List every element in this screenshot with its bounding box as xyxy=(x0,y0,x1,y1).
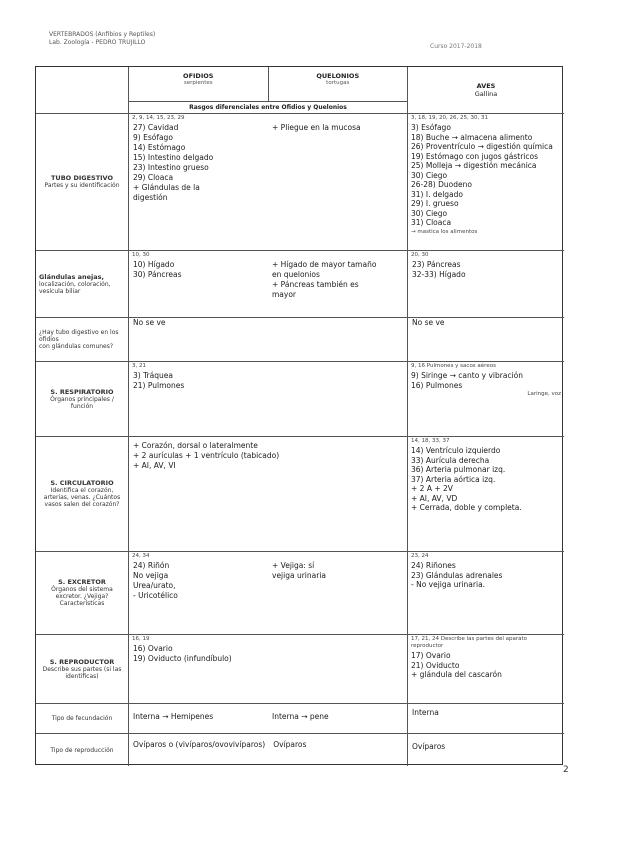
header-line-2: Lab. Zoología - PEDRO TRUJILLO xyxy=(49,39,146,46)
col-ofidios xyxy=(129,67,269,101)
row-title: Tipo de fecundación xyxy=(51,715,113,722)
note-line: 23) Páncreas xyxy=(412,260,461,269)
ref-numbers: 2, 9, 14, 15, 23, 29 xyxy=(132,115,185,121)
col-aves xyxy=(408,67,564,114)
cell-reproduccion-aves xyxy=(408,734,564,766)
note-line: 27) Cavidad xyxy=(133,123,179,132)
note-line: 24) Riñón xyxy=(133,561,170,570)
row-subtitle: Identifica el corazón, arterias, venas. ¿Cuántos vasos salen del corazón? xyxy=(43,487,121,508)
note-line: 31) Cloaca xyxy=(411,218,452,227)
note-line: Interna → Hemipenes xyxy=(133,712,214,721)
aves-reproductor xyxy=(408,651,564,680)
ofidios-respiratorio xyxy=(129,371,407,391)
note-line: Ovíparos xyxy=(273,740,307,749)
note-line: + AI, AV, VD xyxy=(411,493,458,503)
ofidios-excretor xyxy=(129,561,268,601)
row-label-reproductor xyxy=(36,635,129,704)
note-line: 36) Arteria pulmonar izq. xyxy=(411,465,506,474)
note-line: No se ve xyxy=(133,318,166,327)
aves-respiratorio xyxy=(408,371,564,390)
note-line: 10) Hígado xyxy=(133,260,175,269)
note-line: Ovíparos xyxy=(412,742,446,751)
note-line: 21) Pulmones xyxy=(133,381,185,390)
cell-fecundacion-aves xyxy=(408,704,564,734)
note-line: 32-33) Hígado xyxy=(412,270,466,279)
row-title: TUBO DIGESTIVO xyxy=(50,174,114,182)
note-line: en quelonios xyxy=(272,270,320,279)
note-line: Interna → pene xyxy=(272,712,329,721)
note-line: 26) Proventrículo → digestión química xyxy=(411,142,553,151)
ofidios-circulatorio xyxy=(129,437,407,471)
note-line: + glándula del cascarón xyxy=(411,670,502,679)
row-label-excretor xyxy=(36,552,129,635)
row-title: Glándulas anejas, xyxy=(39,272,104,281)
cell-respiratorio-aves xyxy=(408,362,564,437)
cell-respiratorio-reptiles xyxy=(129,362,408,437)
note-line: 16) Pulmones xyxy=(411,380,463,390)
note-line: + Hígado de mayor tamaño xyxy=(272,260,377,269)
ofidios-digestivo xyxy=(129,123,268,203)
col-quelonios xyxy=(269,67,408,101)
note-line: 21) Oviducto xyxy=(411,660,460,670)
quelonios-reproduccion xyxy=(269,740,407,750)
ref-numbers: 9, 16 Pulmones y sacos aéreos xyxy=(411,363,496,369)
cell-digestivo-reptiles xyxy=(129,114,408,251)
row-label-digestivo xyxy=(36,114,129,251)
note-line: No vejiga xyxy=(133,571,169,580)
document-header xyxy=(49,31,155,47)
row-subtitle: localización, coloración, vesícula biliar xyxy=(39,280,111,295)
quelonios-glandulas xyxy=(268,260,407,300)
col-ofidios-name: OFIDIOS xyxy=(183,72,214,80)
ref-numbers: 3, 21 xyxy=(132,363,146,369)
note-line: 30) Páncreas xyxy=(133,270,182,279)
row-title: S. CIRCULATORIO xyxy=(50,479,114,487)
aves-note: Laringe, voz xyxy=(527,391,561,397)
note-line: 37) Arteria aórtica izq. xyxy=(411,474,496,484)
ofidios-reproduccion xyxy=(129,740,269,750)
note-line: + 2 A + 2V xyxy=(411,484,453,493)
aves-note: → mastica los alimentos xyxy=(411,228,478,235)
aves-circulatorio xyxy=(408,446,564,513)
ref-numbers: 10, 30 xyxy=(132,252,150,258)
quelonios-excretor xyxy=(268,561,407,601)
note-line: vejiga urinaria xyxy=(272,571,326,580)
header-line-1: VERTEBRADOS (Anfibios y Reptiles) xyxy=(49,31,156,38)
note-line: + Páncreas también es xyxy=(272,280,359,289)
ref-numbers: 20, 30 xyxy=(411,252,429,258)
note-line: mayor xyxy=(272,290,297,299)
ofidios-answer xyxy=(129,318,407,328)
ref-numbers: 17, 21, 24 Describe las partes del aparato reproductor xyxy=(411,636,527,649)
note-line: + Glándulas de la xyxy=(133,183,200,192)
ofidios-reproductor xyxy=(129,644,407,664)
cell-excretor-reptiles xyxy=(129,552,408,635)
page-number: 2 xyxy=(563,765,569,775)
aves-reproduccion xyxy=(408,734,564,752)
note-line: - No vejiga urinaria. xyxy=(411,580,486,589)
aves-fecundacion xyxy=(408,704,564,718)
note-line: Interna xyxy=(412,708,439,717)
row-title: S. EXCRETOR xyxy=(58,578,106,586)
note-line: Ovíparos o (vivíparos/ovovivíparos) xyxy=(133,740,266,749)
note-line: 16) Ovario xyxy=(133,644,173,653)
note-line: 26-28) Duodeno xyxy=(411,180,472,189)
note-line: 14) Estómago xyxy=(133,143,186,152)
row-subtitle: Órganos del sistema excretor. ¿Vejiga? Características xyxy=(51,586,113,607)
comparison-table xyxy=(35,66,563,765)
ref-numbers: 3, 18, 19, 20, 26, 25, 30, 31 xyxy=(411,115,488,121)
note-line: 23) Intestino grueso xyxy=(133,163,209,172)
cell-fecundacion-reptiles xyxy=(129,704,408,734)
cell-circulatorio-aves xyxy=(408,437,564,552)
note-line: + Corazón, dorsal o lateralmente xyxy=(133,441,258,450)
note-line: 19) Oviducto (infundíbulo) xyxy=(133,654,232,663)
note-line: 18) Buche → almacena alimento xyxy=(411,132,533,142)
note-line: 19) Estómago con jugos gástricos xyxy=(411,151,538,161)
aves-answer xyxy=(408,318,564,328)
col-aves-sub: Gallina xyxy=(474,90,498,98)
row-label-respiratorio xyxy=(36,362,129,437)
ref-numbers: 23, 24 xyxy=(411,553,429,559)
row-title: S. REPRODUCTOR xyxy=(49,657,115,666)
note-line: 9) Esófago xyxy=(133,133,173,142)
header-empty-cell xyxy=(36,67,129,114)
note-line: 15) Intestino delgado xyxy=(133,153,214,162)
col-quelonios-sub: tortugas xyxy=(326,80,350,86)
note-line: digestión xyxy=(133,193,168,202)
row-title: ¿Hay tubo digestivo en los ofidios xyxy=(39,329,119,343)
cell-glandulas-aves xyxy=(408,251,564,318)
cell-excretor-aves xyxy=(408,552,564,635)
note-line: + AI, AV, VI xyxy=(133,461,176,470)
aves-glandulas xyxy=(408,260,564,280)
row-subtitle: Órganos principales / función xyxy=(50,395,114,410)
cell-reproductor-reptiles xyxy=(129,635,408,704)
cell-circulatorio-reptiles xyxy=(129,437,408,552)
aves-digestivo xyxy=(408,123,564,228)
note-line: 3) Tráquea xyxy=(133,371,173,380)
row-subtitle: Describe sus partes (si las identificas) xyxy=(42,665,122,680)
row-label-fecundacion xyxy=(36,704,129,734)
note-line: 33) Aurícula derecha xyxy=(411,455,490,465)
aves-excretor xyxy=(408,561,564,590)
cell-question-aves xyxy=(408,318,564,362)
cell-question-reptiles xyxy=(129,318,408,362)
quelonios-digestivo xyxy=(268,123,407,203)
ref-numbers: 14, 18, 33, 37 xyxy=(411,438,450,444)
col-quelonios-name: QUELONIOS xyxy=(316,72,360,80)
note-line: 31) I. delgado xyxy=(411,189,463,199)
row-label-reproduccion xyxy=(36,734,129,766)
note-line: No se ve xyxy=(412,318,445,327)
ofidios-glandulas xyxy=(129,260,268,300)
note-line: 3) Esófago xyxy=(411,123,451,132)
row-subtitle: Partes y su identificación xyxy=(44,182,120,189)
quelonios-fecundacion xyxy=(268,712,407,722)
note-line: Urea/urato, xyxy=(133,581,176,590)
row-subtitle: con glándulas comunes? xyxy=(39,343,114,350)
note-line: - Uricotélico xyxy=(133,591,178,600)
header-reptiles xyxy=(129,67,408,114)
cell-digestivo-aves xyxy=(408,114,564,251)
note-line: 24) Riñones xyxy=(411,561,456,570)
columns-note: Rasgos diferenciales entre Ofidios y Quelonios xyxy=(129,101,407,113)
note-line: + Cerrada, doble y completa. xyxy=(411,503,522,512)
header-right: Curso 2017-2018 xyxy=(430,43,482,50)
ofidios-fecundacion xyxy=(129,712,268,722)
row-label-circulatorio xyxy=(36,437,129,552)
note-line: + Pliegue en la mucosa xyxy=(272,123,361,132)
note-line: 9) Siringe → canto y vibración xyxy=(411,371,523,380)
cell-glandulas-reptiles xyxy=(129,251,408,318)
ref-numbers: 16, 19 xyxy=(132,636,150,642)
note-line: 17) Ovario xyxy=(411,651,451,660)
note-line: 14) Ventrículo izquierdo xyxy=(411,446,501,455)
row-label-glandulas xyxy=(36,251,129,318)
note-line: + 2 aurículas + 1 ventrículo (tabicado) xyxy=(133,451,280,460)
note-line: 23) Glándulas adrenales xyxy=(411,570,503,580)
note-line: 30) Ciego xyxy=(411,208,448,218)
cell-reproductor-aves xyxy=(408,635,564,704)
note-line: 29) Cloaca xyxy=(133,173,174,182)
cell-reproduccion-reptiles xyxy=(129,734,408,766)
note-line: 30) Ciego xyxy=(411,170,448,180)
note-line: + Vejiga: sí xyxy=(272,561,315,570)
row-title: Tipo de reproducción xyxy=(50,746,114,754)
row-label-question xyxy=(36,318,129,362)
row-title: S. RESPIRATORIO xyxy=(50,387,114,396)
col-ofidios-sub: serpientes xyxy=(183,80,213,86)
note-line: 25) Molleja → digestión mecánica xyxy=(411,161,537,170)
ref-numbers: 24, 34 xyxy=(132,553,150,559)
note-line: 29) I. grueso xyxy=(411,199,459,208)
col-aves-name: AVES xyxy=(476,82,496,90)
